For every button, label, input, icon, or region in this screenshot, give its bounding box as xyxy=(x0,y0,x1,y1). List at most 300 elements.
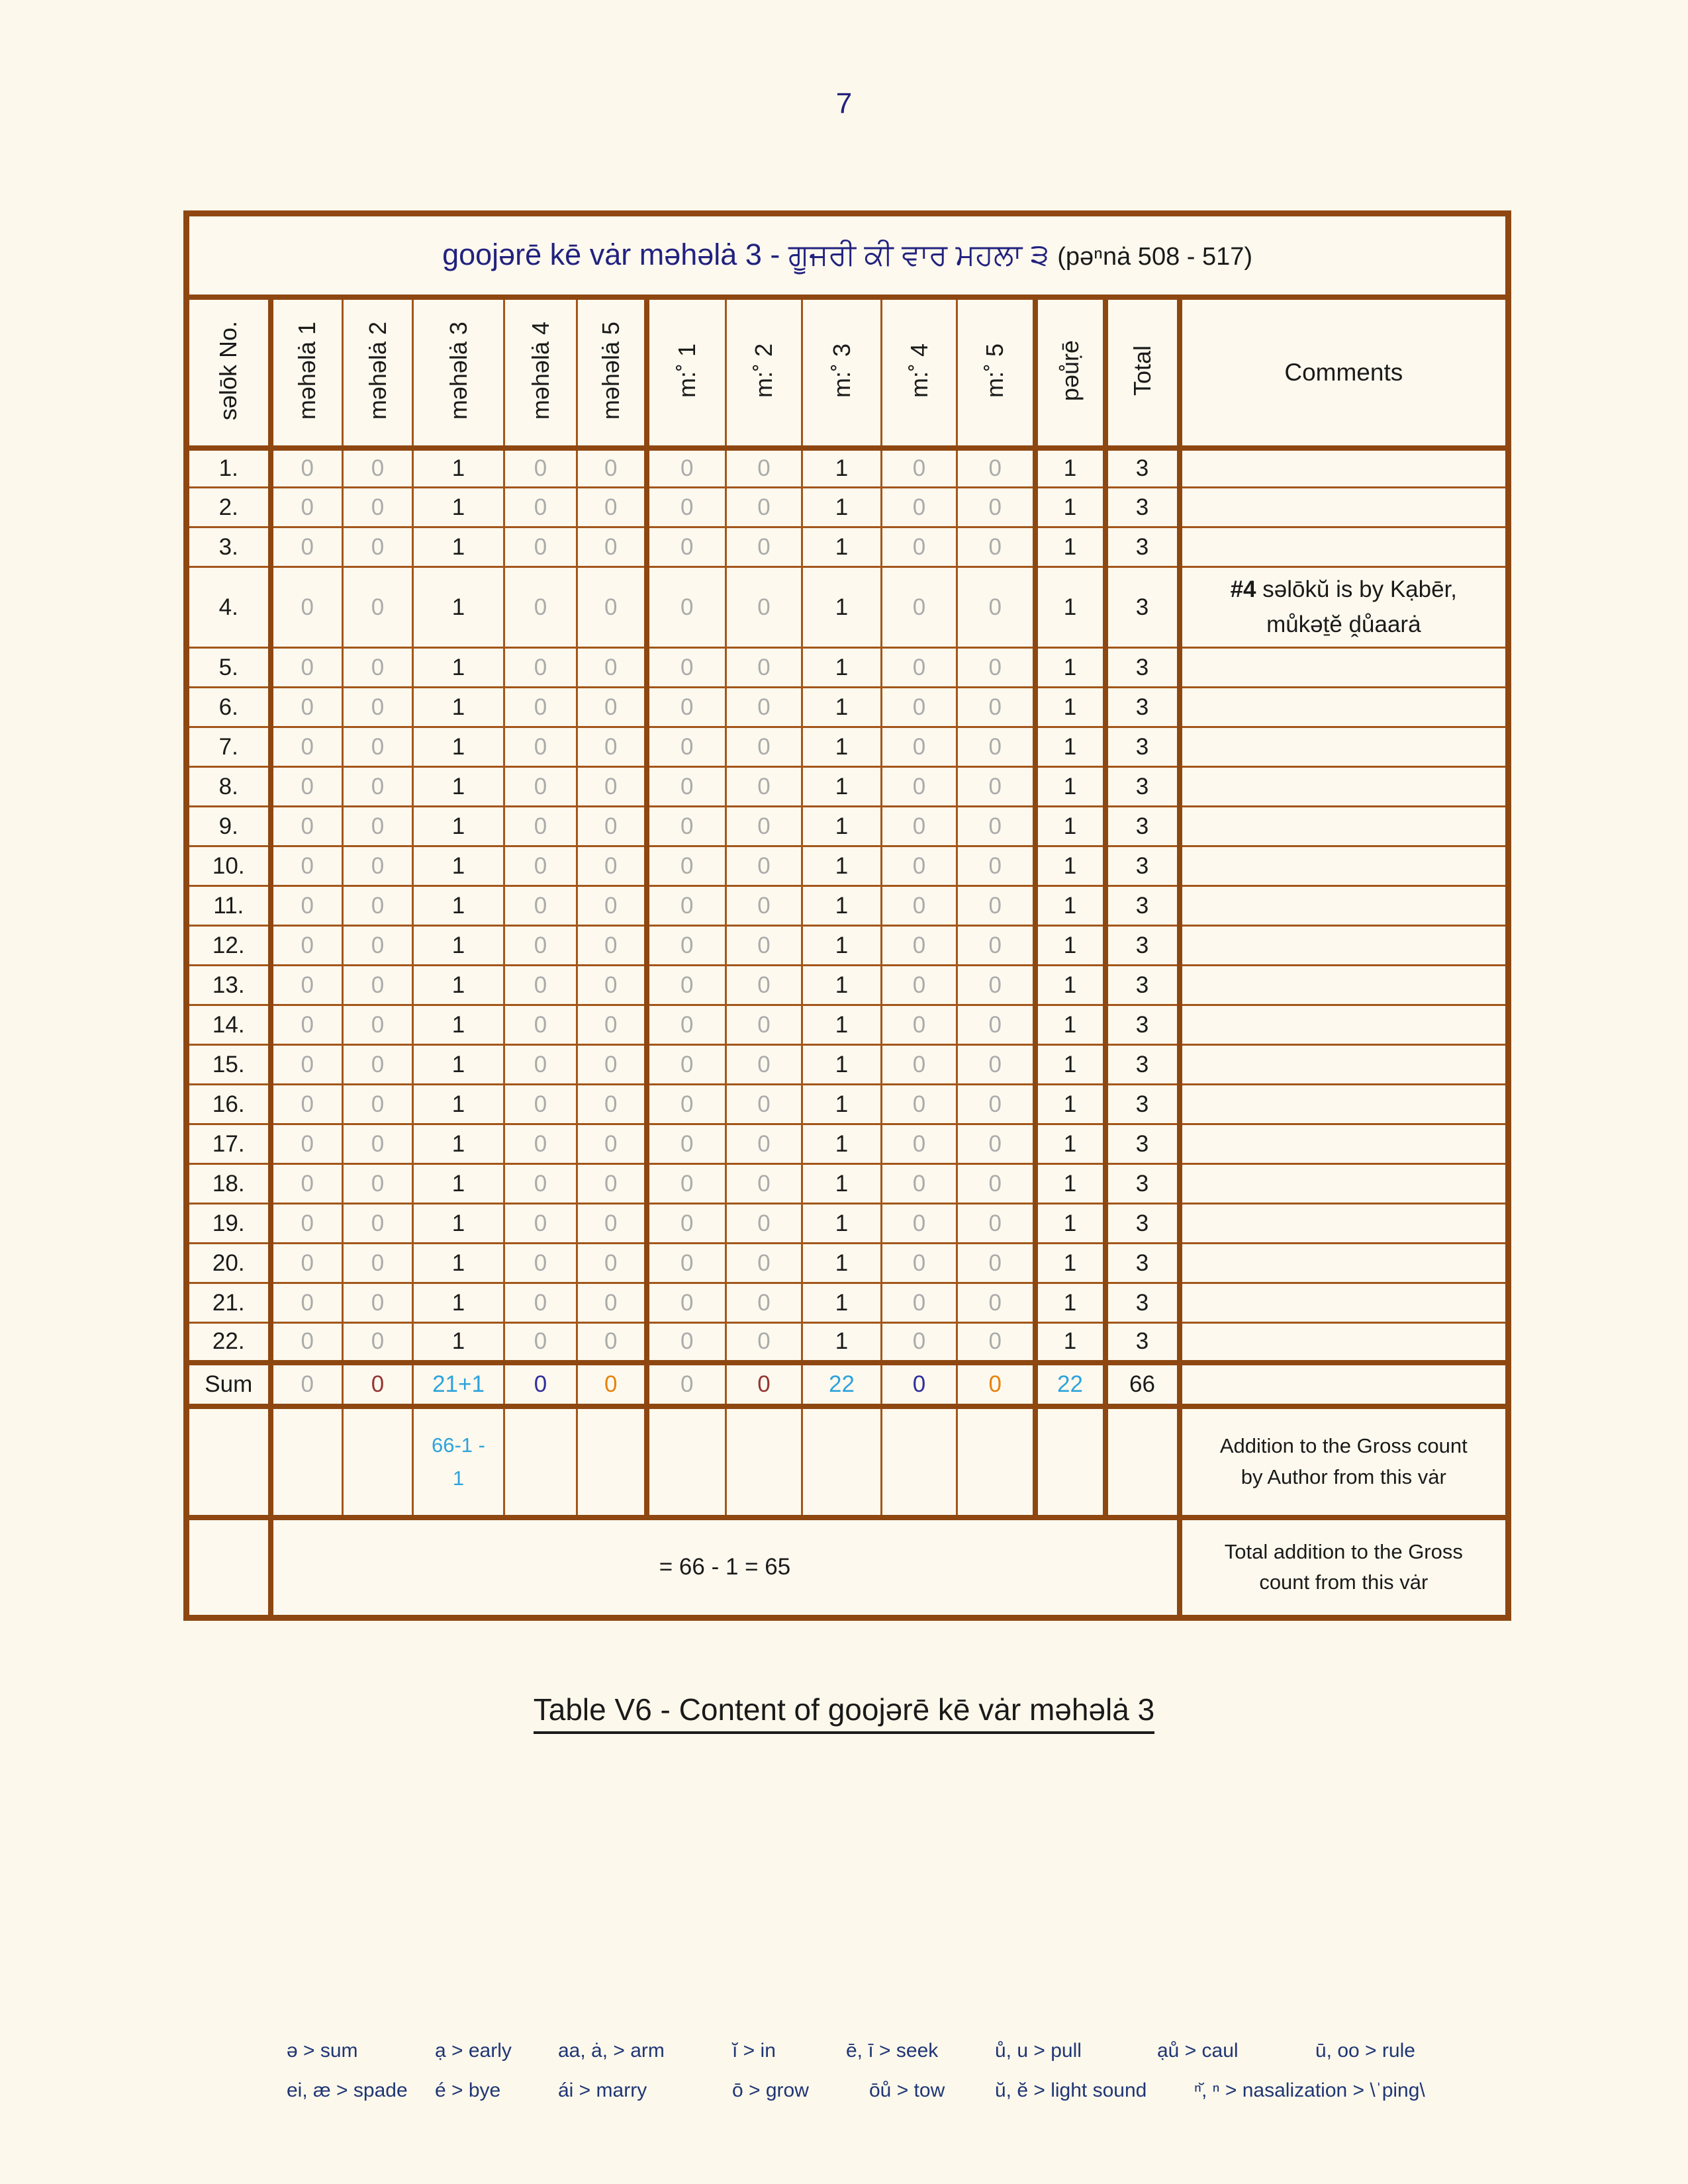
total-row-empty-cell xyxy=(187,1518,271,1618)
value-cell: 0 xyxy=(343,448,413,488)
table-row xyxy=(187,846,1509,886)
value-cell: 0 xyxy=(726,488,802,527)
row-number-cell: 8. xyxy=(187,767,271,807)
table-caption: Table V6 - Content of goojərē kē vȧr məhəlȧ 3 xyxy=(534,1692,1154,1734)
value-cell: 1 xyxy=(413,1045,504,1085)
column-header-label: Comments xyxy=(1284,358,1403,386)
value-cell: 1 xyxy=(802,926,882,966)
value-cell: 0 xyxy=(957,688,1035,727)
sum-value-cell: 66 xyxy=(1105,1363,1180,1406)
row-number-cell: 20. xyxy=(187,1244,271,1283)
value-cell: 0 xyxy=(882,727,957,767)
value-cell: 1 xyxy=(1035,488,1105,527)
value-cell: 0 xyxy=(343,527,413,567)
table-row xyxy=(187,448,1509,488)
sum-value-cell: 0 xyxy=(504,1363,577,1406)
value-cell: 0 xyxy=(957,926,1035,966)
row-number-cell: 10. xyxy=(187,846,271,886)
value-cell: 1 xyxy=(802,807,882,846)
addition-empty-cell xyxy=(882,1406,957,1518)
value-cell: 1 xyxy=(802,1005,882,1045)
value-cell: 0 xyxy=(577,1005,647,1045)
value-cell: 0 xyxy=(504,527,577,567)
value-cell: 0 xyxy=(343,567,413,648)
value-cell: 0 xyxy=(647,807,726,846)
row-number-cell: 5. xyxy=(187,648,271,688)
value-cell: 0 xyxy=(726,1244,802,1283)
value-cell: 0 xyxy=(726,846,802,886)
value-cell: 0 xyxy=(271,567,343,648)
row-number-cell: 16. xyxy=(187,1085,271,1124)
column-header xyxy=(343,297,413,448)
value-cell: 0 xyxy=(957,448,1035,488)
legend-item: ạ > early xyxy=(435,2040,512,2062)
value-cell: 0 xyxy=(957,886,1035,926)
value-cell: 0 xyxy=(504,807,577,846)
value-cell: 0 xyxy=(343,1244,413,1283)
column-header-label: m:˚ 3 xyxy=(827,343,855,398)
table-header-row xyxy=(187,297,1509,448)
value-cell: 0 xyxy=(271,727,343,767)
value-cell: 0 xyxy=(577,1283,647,1323)
value-cell: 0 xyxy=(647,567,726,648)
addition-empty-cell xyxy=(577,1406,647,1518)
legend-item: aa, ȧ, > arm xyxy=(558,2040,665,2062)
value-cell: 0 xyxy=(577,488,647,527)
value-cell: 1 xyxy=(413,1204,504,1244)
value-cell: 0 xyxy=(647,688,726,727)
value-cell: 0 xyxy=(957,727,1035,767)
value-cell: 1 xyxy=(802,1124,882,1164)
value-cell: 0 xyxy=(647,488,726,527)
value-cell: 0 xyxy=(577,1204,647,1244)
value-cell: 0 xyxy=(504,688,577,727)
value-cell: 0 xyxy=(343,488,413,527)
table-title-gurmukhi: ਗੂਜਰੀ ਕੀ ਵਾਰ ਮਹਲਾ ੩ xyxy=(788,238,1058,272)
value-cell: 1 xyxy=(413,648,504,688)
value-cell: 0 xyxy=(957,648,1035,688)
value-cell: 1 xyxy=(802,1164,882,1204)
comment-cell: #4 səlōkŭ is by Kạbēr, můkəṯĕ ḓůaarȧ xyxy=(1180,567,1509,648)
comment-cell xyxy=(1180,1283,1509,1323)
comment-cell xyxy=(1180,767,1509,807)
value-cell: 0 xyxy=(271,648,343,688)
value-cell: 3 xyxy=(1105,846,1180,886)
legend-item: ⁿ̆, ⁿ > nasalization > \ˈping\ xyxy=(1194,2079,1425,2101)
comment-cell xyxy=(1180,488,1509,527)
value-cell: 1 xyxy=(802,846,882,886)
comment-cell xyxy=(1180,807,1509,846)
value-cell: 0 xyxy=(647,1085,726,1124)
value-cell: 0 xyxy=(647,527,726,567)
row-number-cell: 14. xyxy=(187,1005,271,1045)
value-cell: 0 xyxy=(647,1323,726,1363)
value-cell: 0 xyxy=(504,488,577,527)
column-header-label: səlōk No. xyxy=(214,320,242,421)
value-cell: 0 xyxy=(882,966,957,1005)
value-cell: 0 xyxy=(647,1164,726,1204)
value-cell: 1 xyxy=(802,1204,882,1244)
value-cell: 1 xyxy=(413,767,504,807)
column-header xyxy=(1035,297,1105,448)
table-row xyxy=(187,1204,1509,1244)
value-cell: 0 xyxy=(271,926,343,966)
value-cell: 0 xyxy=(726,1124,802,1164)
value-cell: 0 xyxy=(957,488,1035,527)
value-cell: 0 xyxy=(726,1283,802,1323)
value-cell: 0 xyxy=(957,1005,1035,1045)
comment-cell xyxy=(1180,1204,1509,1244)
column-header-label: m:˚ 5 xyxy=(981,343,1009,398)
value-cell: 1 xyxy=(413,1124,504,1164)
row-number-cell: 7. xyxy=(187,727,271,767)
comment-cell xyxy=(1180,448,1509,488)
value-cell: 0 xyxy=(271,1244,343,1283)
row-number-cell: 2. xyxy=(187,488,271,527)
comment-cell xyxy=(1180,1244,1509,1283)
addition-empty-cell xyxy=(726,1406,802,1518)
value-cell: 0 xyxy=(647,886,726,926)
value-cell: 0 xyxy=(577,1164,647,1204)
sum-value-cell: 0 xyxy=(577,1363,647,1406)
value-cell: 1 xyxy=(802,1283,882,1323)
sum-label-cell: Sum xyxy=(187,1363,271,1406)
value-cell: 1 xyxy=(802,688,882,727)
value-cell: 1 xyxy=(413,1323,504,1363)
value-cell: 0 xyxy=(577,966,647,1005)
value-cell: 0 xyxy=(504,1323,577,1363)
value-cell: 0 xyxy=(647,1045,726,1085)
column-header xyxy=(726,297,802,448)
value-cell: 1 xyxy=(1035,846,1105,886)
column-header-label: m:˚ 4 xyxy=(905,343,933,398)
value-cell: 0 xyxy=(271,488,343,527)
value-cell: 1 xyxy=(1035,1283,1105,1323)
value-cell: 1 xyxy=(413,886,504,926)
row-number-cell: 19. xyxy=(187,1204,271,1244)
value-cell: 0 xyxy=(957,1124,1035,1164)
value-cell: 0 xyxy=(577,1085,647,1124)
value-cell: 0 xyxy=(271,966,343,1005)
column-header xyxy=(187,297,271,448)
sum-value-cell: 0 xyxy=(882,1363,957,1406)
legend-item: ū, oo > rule xyxy=(1315,2040,1415,2062)
addition-row xyxy=(187,1406,1509,1518)
value-cell: 0 xyxy=(271,1204,343,1244)
table-row xyxy=(187,767,1509,807)
value-cell: 0 xyxy=(577,727,647,767)
addition-empty-cell xyxy=(1035,1406,1105,1518)
value-cell: 0 xyxy=(726,448,802,488)
sum-row xyxy=(187,1363,1509,1406)
table-row xyxy=(187,1124,1509,1164)
table-row xyxy=(187,807,1509,846)
legend-item: ĭ > in xyxy=(732,2040,776,2062)
value-cell: 3 xyxy=(1105,1124,1180,1164)
legend-item: ŭ, ĕ > light sound xyxy=(995,2079,1147,2101)
value-cell: 0 xyxy=(271,1005,343,1045)
table-row xyxy=(187,488,1509,527)
value-cell: 0 xyxy=(647,926,726,966)
value-cell: 0 xyxy=(343,727,413,767)
column-header-label: məhəlȧ 3 xyxy=(444,321,472,420)
value-cell: 0 xyxy=(343,1204,413,1244)
value-cell: 1 xyxy=(802,527,882,567)
value-cell: 0 xyxy=(271,807,343,846)
value-cell: 0 xyxy=(726,527,802,567)
value-cell: 0 xyxy=(504,886,577,926)
value-cell: 1 xyxy=(802,886,882,926)
value-cell: 0 xyxy=(504,567,577,648)
column-header xyxy=(1105,297,1180,448)
addition-value: 66-1 - 1 xyxy=(432,1433,485,1490)
value-cell: 1 xyxy=(1035,1164,1105,1204)
addition-empty-cell xyxy=(343,1406,413,1518)
table-row xyxy=(187,1244,1509,1283)
comment-cell xyxy=(1180,527,1509,567)
table-row xyxy=(187,1005,1509,1045)
column-header-label: m:˚ 1 xyxy=(673,343,700,398)
value-cell: 0 xyxy=(726,727,802,767)
value-cell: 1 xyxy=(413,1085,504,1124)
value-cell: 0 xyxy=(957,966,1035,1005)
row-number-cell: 3. xyxy=(187,527,271,567)
addition-empty-cell xyxy=(504,1406,577,1518)
value-cell: 3 xyxy=(1105,926,1180,966)
row-number-cell: 4. xyxy=(187,567,271,648)
legend-item: ōů > tow xyxy=(869,2079,945,2101)
value-cell: 0 xyxy=(271,886,343,926)
value-cell: 0 xyxy=(726,648,802,688)
value-cell: 0 xyxy=(882,807,957,846)
value-cell: 0 xyxy=(343,1005,413,1045)
value-cell: 3 xyxy=(1105,448,1180,488)
sum-value-cell: 0 xyxy=(343,1363,413,1406)
value-cell: 3 xyxy=(1105,1204,1180,1244)
value-cell: 0 xyxy=(882,1164,957,1204)
sum-value-cell: 0 xyxy=(957,1363,1035,1406)
value-cell: 1 xyxy=(1035,448,1105,488)
column-header xyxy=(577,297,647,448)
row-number-cell: 12. xyxy=(187,926,271,966)
value-cell: 0 xyxy=(647,1283,726,1323)
value-cell: 0 xyxy=(271,527,343,567)
table-row xyxy=(187,567,1509,648)
value-cell: 0 xyxy=(504,1085,577,1124)
comment-cell xyxy=(1180,926,1509,966)
legend-item: ei, æ > spade xyxy=(287,2079,408,2101)
row-number-cell: 1. xyxy=(187,448,271,488)
addition-empty-cell xyxy=(957,1406,1035,1518)
value-cell: 1 xyxy=(413,846,504,886)
value-cell: 0 xyxy=(271,846,343,886)
value-cell: 1 xyxy=(413,966,504,1005)
value-cell: 0 xyxy=(577,807,647,846)
value-cell: 1 xyxy=(413,688,504,727)
table-row xyxy=(187,1323,1509,1363)
value-cell: 0 xyxy=(504,727,577,767)
column-header xyxy=(882,297,957,448)
value-cell: 1 xyxy=(802,567,882,648)
value-cell: 0 xyxy=(882,767,957,807)
value-cell: 0 xyxy=(882,527,957,567)
value-cell: 0 xyxy=(726,966,802,1005)
addition-value-cell xyxy=(413,1406,504,1518)
value-cell: 1 xyxy=(802,1323,882,1363)
value-cell: 0 xyxy=(647,767,726,807)
value-cell: 0 xyxy=(577,1045,647,1085)
value-cell: 1 xyxy=(1035,1085,1105,1124)
value-cell: 0 xyxy=(343,926,413,966)
value-cell: 0 xyxy=(882,648,957,688)
value-cell: 0 xyxy=(343,1045,413,1085)
value-cell: 0 xyxy=(577,886,647,926)
value-cell: 0 xyxy=(647,966,726,1005)
value-cell: 3 xyxy=(1105,1045,1180,1085)
value-cell: 0 xyxy=(882,1005,957,1045)
value-cell: 1 xyxy=(1035,767,1105,807)
value-cell: 1 xyxy=(1035,966,1105,1005)
legend-item: ə > sum xyxy=(287,2040,358,2062)
value-cell: 1 xyxy=(1035,1005,1105,1045)
sum-comment-cell xyxy=(1180,1363,1509,1406)
value-cell: 3 xyxy=(1105,567,1180,648)
value-cell: 1 xyxy=(1035,527,1105,567)
column-header-label: məhəlȧ 1 xyxy=(293,321,321,420)
value-cell: 0 xyxy=(343,1283,413,1323)
total-formula-cell: = 66 - 1 = 65 xyxy=(271,1518,1180,1618)
sum-value-cell: 22 xyxy=(802,1363,882,1406)
value-cell: 1 xyxy=(1035,1323,1105,1363)
legend-item: é > bye xyxy=(435,2079,501,2101)
value-cell: 1 xyxy=(413,807,504,846)
table-row xyxy=(187,688,1509,727)
value-cell: 0 xyxy=(957,1244,1035,1283)
pronunciation-legend-line-1 xyxy=(0,2040,1688,2069)
sum-value-cell: 0 xyxy=(726,1363,802,1406)
value-cell: 0 xyxy=(271,1085,343,1124)
legend-item: ạů > caul xyxy=(1157,2040,1239,2062)
value-cell: 0 xyxy=(726,926,802,966)
value-cell: 1 xyxy=(802,767,882,807)
value-cell: 0 xyxy=(504,926,577,966)
value-cell: 1 xyxy=(802,1045,882,1085)
value-cell: 0 xyxy=(957,1085,1035,1124)
value-cell: 0 xyxy=(647,1005,726,1045)
table-title-page-ref: (pəⁿnȧ 508 - 517) xyxy=(1057,243,1253,271)
row-number-cell: 6. xyxy=(187,688,271,727)
column-header-label: m:˚ 2 xyxy=(750,343,777,398)
page-number: 7 xyxy=(835,87,853,120)
column-header xyxy=(413,297,504,448)
value-cell: 0 xyxy=(343,966,413,1005)
value-cell: 0 xyxy=(726,1085,802,1124)
value-cell: 3 xyxy=(1105,1085,1180,1124)
value-cell: 0 xyxy=(343,648,413,688)
value-cell: 0 xyxy=(957,1283,1035,1323)
value-cell: 0 xyxy=(957,846,1035,886)
value-cell: 0 xyxy=(882,846,957,886)
value-cell: 0 xyxy=(882,1085,957,1124)
value-cell: 0 xyxy=(957,1045,1035,1085)
value-cell: 1 xyxy=(1035,1244,1105,1283)
value-cell: 1 xyxy=(413,926,504,966)
value-cell: 0 xyxy=(504,1005,577,1045)
value-cell: 0 xyxy=(957,1323,1035,1363)
value-cell: 0 xyxy=(882,1244,957,1283)
column-header xyxy=(504,297,577,448)
sum-value-cell: 21+1 xyxy=(413,1363,504,1406)
value-cell: 0 xyxy=(577,926,647,966)
value-cell: 3 xyxy=(1105,767,1180,807)
value-cell: 0 xyxy=(882,1283,957,1323)
sum-value-cell: 22 xyxy=(1035,1363,1105,1406)
value-cell: 1 xyxy=(1035,807,1105,846)
value-cell: 0 xyxy=(271,1283,343,1323)
value-cell: 0 xyxy=(577,846,647,886)
value-cell: 3 xyxy=(1105,886,1180,926)
total-row xyxy=(187,1518,1509,1618)
value-cell: 0 xyxy=(882,926,957,966)
value-cell: 0 xyxy=(882,1323,957,1363)
value-cell: 1 xyxy=(1035,688,1105,727)
value-cell: 0 xyxy=(647,1204,726,1244)
comment-cell xyxy=(1180,1005,1509,1045)
value-cell: 0 xyxy=(957,767,1035,807)
value-cell: 0 xyxy=(343,767,413,807)
value-cell: 0 xyxy=(957,1204,1035,1244)
value-cell: 1 xyxy=(1035,886,1105,926)
comment-cell xyxy=(1180,966,1509,1005)
column-header xyxy=(957,297,1035,448)
row-number-cell: 22. xyxy=(187,1323,271,1363)
value-cell: 0 xyxy=(343,846,413,886)
value-cell: 0 xyxy=(504,1204,577,1244)
value-cell: 0 xyxy=(957,807,1035,846)
comment-cell xyxy=(1180,886,1509,926)
value-cell: 0 xyxy=(271,1323,343,1363)
value-cell: 0 xyxy=(882,1124,957,1164)
value-cell: 0 xyxy=(577,567,647,648)
value-cell: 0 xyxy=(577,688,647,727)
row-number-cell: 18. xyxy=(187,1164,271,1204)
column-header-label: məhəlȧ 2 xyxy=(363,321,391,420)
value-cell: 0 xyxy=(647,846,726,886)
value-cell: 0 xyxy=(882,488,957,527)
value-cell: 0 xyxy=(647,648,726,688)
table-caption-container xyxy=(0,1692,1688,1734)
value-cell: 0 xyxy=(647,1124,726,1164)
value-cell: 1 xyxy=(802,1244,882,1283)
value-cell: 0 xyxy=(726,1164,802,1204)
value-cell: 0 xyxy=(504,767,577,807)
value-cell: 0 xyxy=(726,1045,802,1085)
comment-cell xyxy=(1180,1323,1509,1363)
value-cell: 0 xyxy=(271,1164,343,1204)
value-cell: 0 xyxy=(577,448,647,488)
comment-cell xyxy=(1180,1085,1509,1124)
value-cell: 1 xyxy=(1035,727,1105,767)
table-row xyxy=(187,727,1509,767)
column-header-label: məhəlȧ 5 xyxy=(596,321,624,420)
value-cell: 0 xyxy=(271,1045,343,1085)
value-cell: 1 xyxy=(802,648,882,688)
value-cell: 0 xyxy=(343,807,413,846)
value-cell: 0 xyxy=(271,448,343,488)
value-cell: 1 xyxy=(1035,567,1105,648)
column-header-label: pəůṛē xyxy=(1056,340,1084,402)
value-cell: 0 xyxy=(343,886,413,926)
